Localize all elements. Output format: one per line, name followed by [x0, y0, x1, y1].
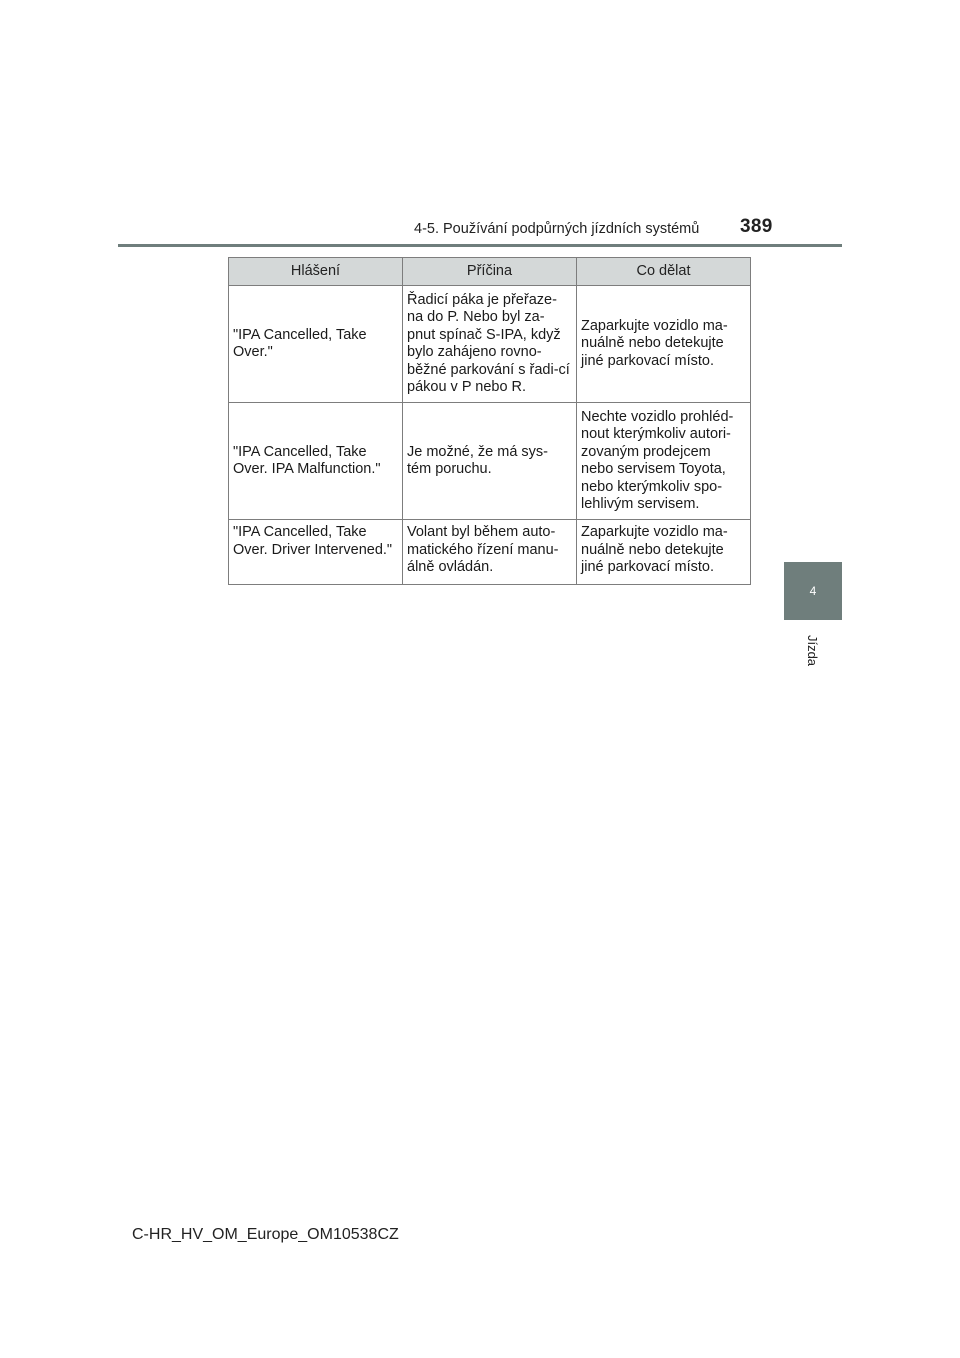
chapter-tab — [784, 562, 842, 620]
section-title: 4-5. Používání podpůrných jízdních systémů — [414, 221, 700, 237]
chapter-label — [784, 628, 842, 672]
cell-message: "IPA Cancelled, Take Over." — [229, 286, 403, 403]
cell-action: Zaparkujte vozidlo ma-nuálně nebo detekujte jiné parkovací místo. — [577, 520, 751, 585]
chapter-label-text: Jízda — [805, 634, 821, 666]
cell-message: "IPA Cancelled, Take Over. IPA Malfunction." — [229, 403, 403, 520]
table-row — [229, 520, 751, 585]
header-divider — [118, 244, 842, 247]
cell-message: "IPA Cancelled, Take Over. Driver Intervened." — [229, 520, 403, 585]
chapter-number: 4 — [809, 584, 817, 598]
page-number: 389 — [740, 216, 773, 237]
cell-action: Zaparkujte vozidlo ma-nuálně nebo detekujte jiné parkovací místo. — [577, 286, 751, 403]
document-code: C-HR_HV_OM_Europe_OM10538CZ — [132, 1226, 399, 1243]
column-header-action: Co dělat — [577, 258, 751, 286]
table-header-row — [229, 258, 751, 286]
cell-action: Nechte vozidlo prohléd-nout kterýmkoliv autori-zovaným prodejcem nebo servisem Toyota, nebo kterýmkoliv spo-lehlivým servisem. — [577, 403, 751, 520]
table-row — [229, 403, 751, 520]
cell-cause: Je možné, že má sys-tém poruchu. — [403, 403, 577, 520]
column-header-cause: Příčina — [403, 258, 577, 286]
message-table — [228, 257, 751, 585]
column-header-message: Hlášení — [229, 258, 403, 286]
cell-cause: Volant byl během auto-matického řízení manu-álně ovládán. — [403, 520, 577, 585]
cell-cause: Řadicí páka je přeřaze-na do P. Nebo byl za-pnut spínač S-IPA, když bylo zahájeno rovno-běžné parkování s řadi-cí pákou v P nebo R. — [403, 286, 577, 403]
table-row — [229, 286, 751, 403]
